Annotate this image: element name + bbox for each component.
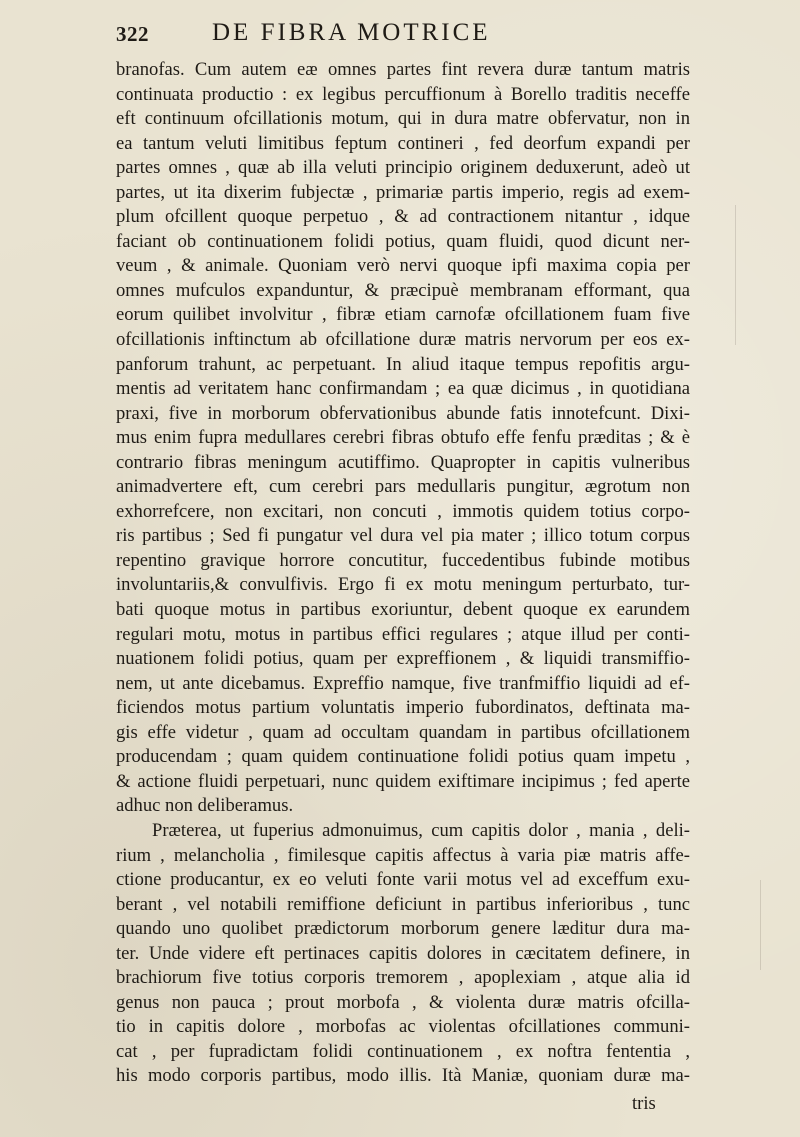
text-line: ris partibus ; Sed fi pungatur vel dura vel pia mater ; illico totum corpus <box>116 525 690 547</box>
text-line: cat , per fupradictam folidi continuationem , ex noftra fententia , <box>116 1040 690 1062</box>
text-line: plum ofcillent quoque perpetuo , & ad contractionem nitantur , idque <box>116 206 690 228</box>
text-line: Præterea, ut fuperius admonuimus, cum capitis dolor , mania , deli- <box>152 819 690 841</box>
text-line: nem, ut ante dicebamus. Expreffio namque, five tranfmiffio liquidi ad ef- <box>116 672 690 694</box>
text-line: ea tantum veluti limitibus feptum contineri , fed deorfum expandi per <box>116 132 690 154</box>
text-line: gis effe videtur , quam ad occultam quandam in partibus ofcillationem <box>116 721 690 743</box>
running-title: DE FIBRA MOTRICE <box>212 19 491 46</box>
catchword: tris <box>632 1093 656 1114</box>
text-line: & actione fluidi perpetuari, nunc quidem exiftimare incipimus ; fed aperte <box>116 770 690 792</box>
text-line: genus non pauca ; prout morbofa , & violenta duræ matris ofcilla- <box>116 991 690 1013</box>
text-line: ficiendos motus partium voluntatis imperio fubordinatos, deftinata ma- <box>116 697 690 719</box>
text-line: producendam ; quam quidem continuatione folidi potius quam impetu , <box>116 746 690 768</box>
text-line: omnes mufculos expanduntur, & præcipuè membranam efformant, qua <box>116 279 690 301</box>
text-line: ofcillationis inftinctum ab ofcillatione duræ matris nervorum per eos ex- <box>116 329 690 351</box>
paragraph-1 <box>116 58 690 819</box>
text-line: partes omnes , quæ ab illa veluti principio originem deduxerunt, adeò ut <box>116 157 690 179</box>
text-line: his modo corporis partibus, modo illis. Ità Maniæ, quoniam duræ ma- <box>116 1065 690 1087</box>
text-line: regulari motu, motus in partibus effici regulares ; atque illud per conti- <box>116 623 690 645</box>
text-line: bati quoque motus in partibus exoriuntur, debent quoque ex earundem <box>116 599 690 621</box>
text-line: eft continuum ofcillationis motum, qui in dura matre obfervatur, non in <box>116 108 690 130</box>
text-line: exhorrefcere, non excitari, non concuti , immotis quidem totius corpo- <box>116 500 690 522</box>
text-line: branofas. Cum autem eæ omnes partes fint revera duræ tantum matris <box>116 59 690 80</box>
body-text <box>116 58 690 1089</box>
show-through-mark <box>735 205 736 345</box>
show-through-mark <box>760 880 761 970</box>
text-line: ctione producantur, ex eo veluti fonte varii motus vel ad exceffum exu- <box>116 869 690 891</box>
paragraph-2 <box>116 819 690 1089</box>
text-line: berant , vel notabili remiffione deficiunt in partibus inferioribus , tunc <box>116 893 690 915</box>
text-line: adhuc non deliberamus. <box>116 795 294 817</box>
text-line: repentino gravique horrore concutitur, fuccedentibus fubinde motibus <box>116 549 690 571</box>
text-line: animadvertere eft, cum cerebri pars medullaris pungitur, ægrotum non <box>116 476 690 498</box>
text-line: tio in capitis dolore , morbofas ac violentas ofcillationes communi- <box>116 1016 690 1038</box>
text-line: quando uno quolibet prædictorum morborum genere læditur dura ma- <box>116 918 690 940</box>
text-line: veum , & animale. Quoniam verò nervi quoque ipfi maxima copia per <box>116 255 690 277</box>
text-line: brachiorum five totius corporis tremorem , apoplexiam , atque alia id <box>116 967 690 989</box>
text-line: praxi, five in morborum obfervationibus abunde fatis innotefcunt. Dixi- <box>116 402 690 424</box>
text-line: contrario fibras meningum acutiffimo. Quapropter in capitis vulneribus <box>116 451 690 473</box>
text-line: involuntariis,& convulfivis. Ergo fi ex motu meningum perturbato, tur- <box>116 574 690 596</box>
text-line: partes, ut ita dixerim fubjectæ , primariæ partis imperio, regis ad exem- <box>116 181 690 203</box>
text-line: mus enim fupra medullares cerebri fibras obtufo effe fenfu præditas ; & è <box>116 427 690 449</box>
text-line: rium , melancholia , fimilesque capitis affectus à varia piæ matris affe- <box>116 844 690 866</box>
page-number: 322 <box>116 22 149 46</box>
text-line: faciant ob continuationem folidi potius, quam fluidi, quod dicunt ner- <box>116 230 690 252</box>
text-line: nuationem folidi potius, quam per expreffionem , & liquidi transmiffio- <box>116 648 690 670</box>
text-line: panforum trahunt, ac perpetuant. In aliud itaque tempus repofitis argu- <box>116 353 690 375</box>
text-line: mentis ad veritatem hanc confirmandam ; ea quæ dicimus , in quotidiana <box>116 378 690 400</box>
text-line: continuata productio : ex legibus percuffionum à Borello traditis neceffe <box>116 83 690 105</box>
page-header <box>116 12 676 52</box>
text-line: ter. Unde videre eft pertinaces capitis dolores in cæcitatem definere, in <box>116 942 690 964</box>
text-line: eorum quilibet involvitur , fibræ etiam carnofæ ofcillationem fuam five <box>116 304 690 326</box>
